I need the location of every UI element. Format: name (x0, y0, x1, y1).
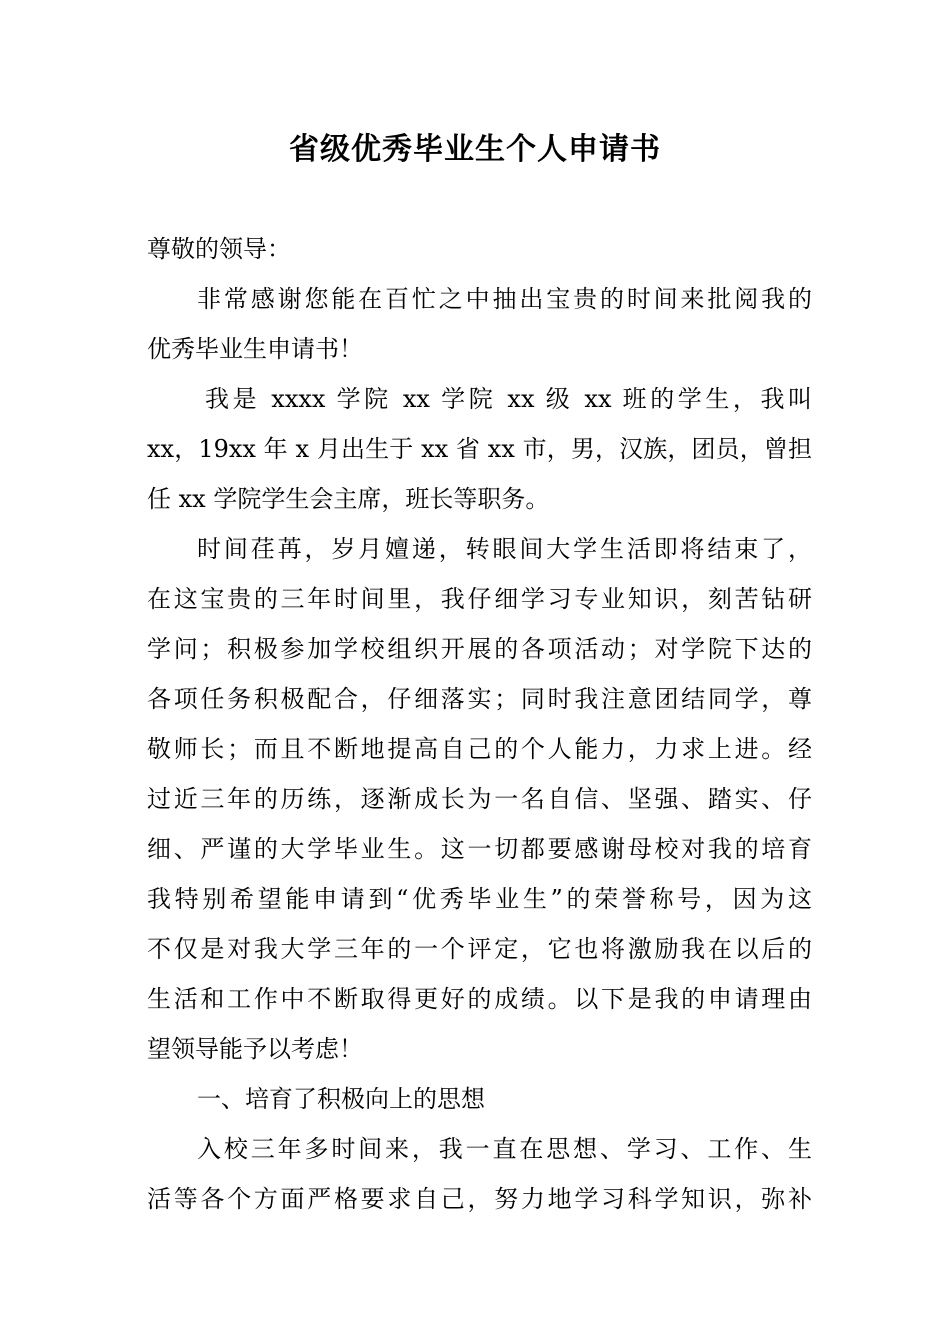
paragraph-line: 望领导能予以考虑！ (147, 1035, 363, 1063)
paragraph-line: 细、严谨的大学毕业生。这一切都要感谢母校对我的培育 (147, 835, 812, 863)
document-body (147, 224, 812, 1224)
paragraph-line: 任 xx 学院学生会主席，班长等职务。 (147, 485, 550, 513)
paragraph-line: 不仅是对我大学三年的一个评定，它也将激励我在以后的 (147, 935, 812, 963)
paragraph-line: 我特别希望能申请到“优秀毕业生”的荣誉称号，因为这 (147, 885, 812, 913)
paragraph-line: 各项任务积极配合，仔细落实；同时我注意团结同学，尊 (147, 685, 812, 713)
paragraph-line: 在这宝贵的三年时间里，我仔细学习专业知识，刻苦钻研 (147, 585, 812, 613)
paragraph-line: 优秀毕业生申请书！ (147, 335, 363, 363)
paragraph-line: 我是 xxxx 学院 xx 学院 xx 级 xx 班的学生，我叫 (205, 385, 812, 413)
paragraph-line: 时间荏苒，岁月嬗递，转眼间大学生活即将结束了， (197, 535, 812, 563)
paragraph-line: 敬师长；而且不断地提高自己的个人能力，力求上进。经 (147, 735, 812, 763)
paragraph-line: xx，19xx 年 x 月出生于 xx 省 xx 市，男，汉族，团员，曾担 (147, 435, 812, 463)
paragraph-line: 生活和工作中不断取得更好的成绩。以下是我的申请理由 (147, 985, 812, 1013)
salutation-line: 尊敬的领导： (147, 235, 291, 263)
paragraph-line: 入校三年多时间来，我一直在思想、学习、工作、生 (197, 1135, 812, 1163)
paragraph-line: 学问；积极参加学校组织开展的各项活动；对学院下达的 (147, 635, 812, 663)
document-title: 省级优秀毕业生个人申请书 (289, 132, 661, 167)
section-heading: 一、培育了积极向上的思想 (197, 1085, 485, 1113)
paragraph-line: 过近三年的历练，逐渐成长为一名自信、坚强、踏实、仔 (147, 785, 812, 813)
paragraph-line: 活等各个方面严格要求自己，努力地学习科学知识，弥补 (147, 1185, 812, 1213)
paragraph-line: 非常感谢您能在百忙之中抽出宝贵的时间来批阅我的 (197, 285, 812, 313)
